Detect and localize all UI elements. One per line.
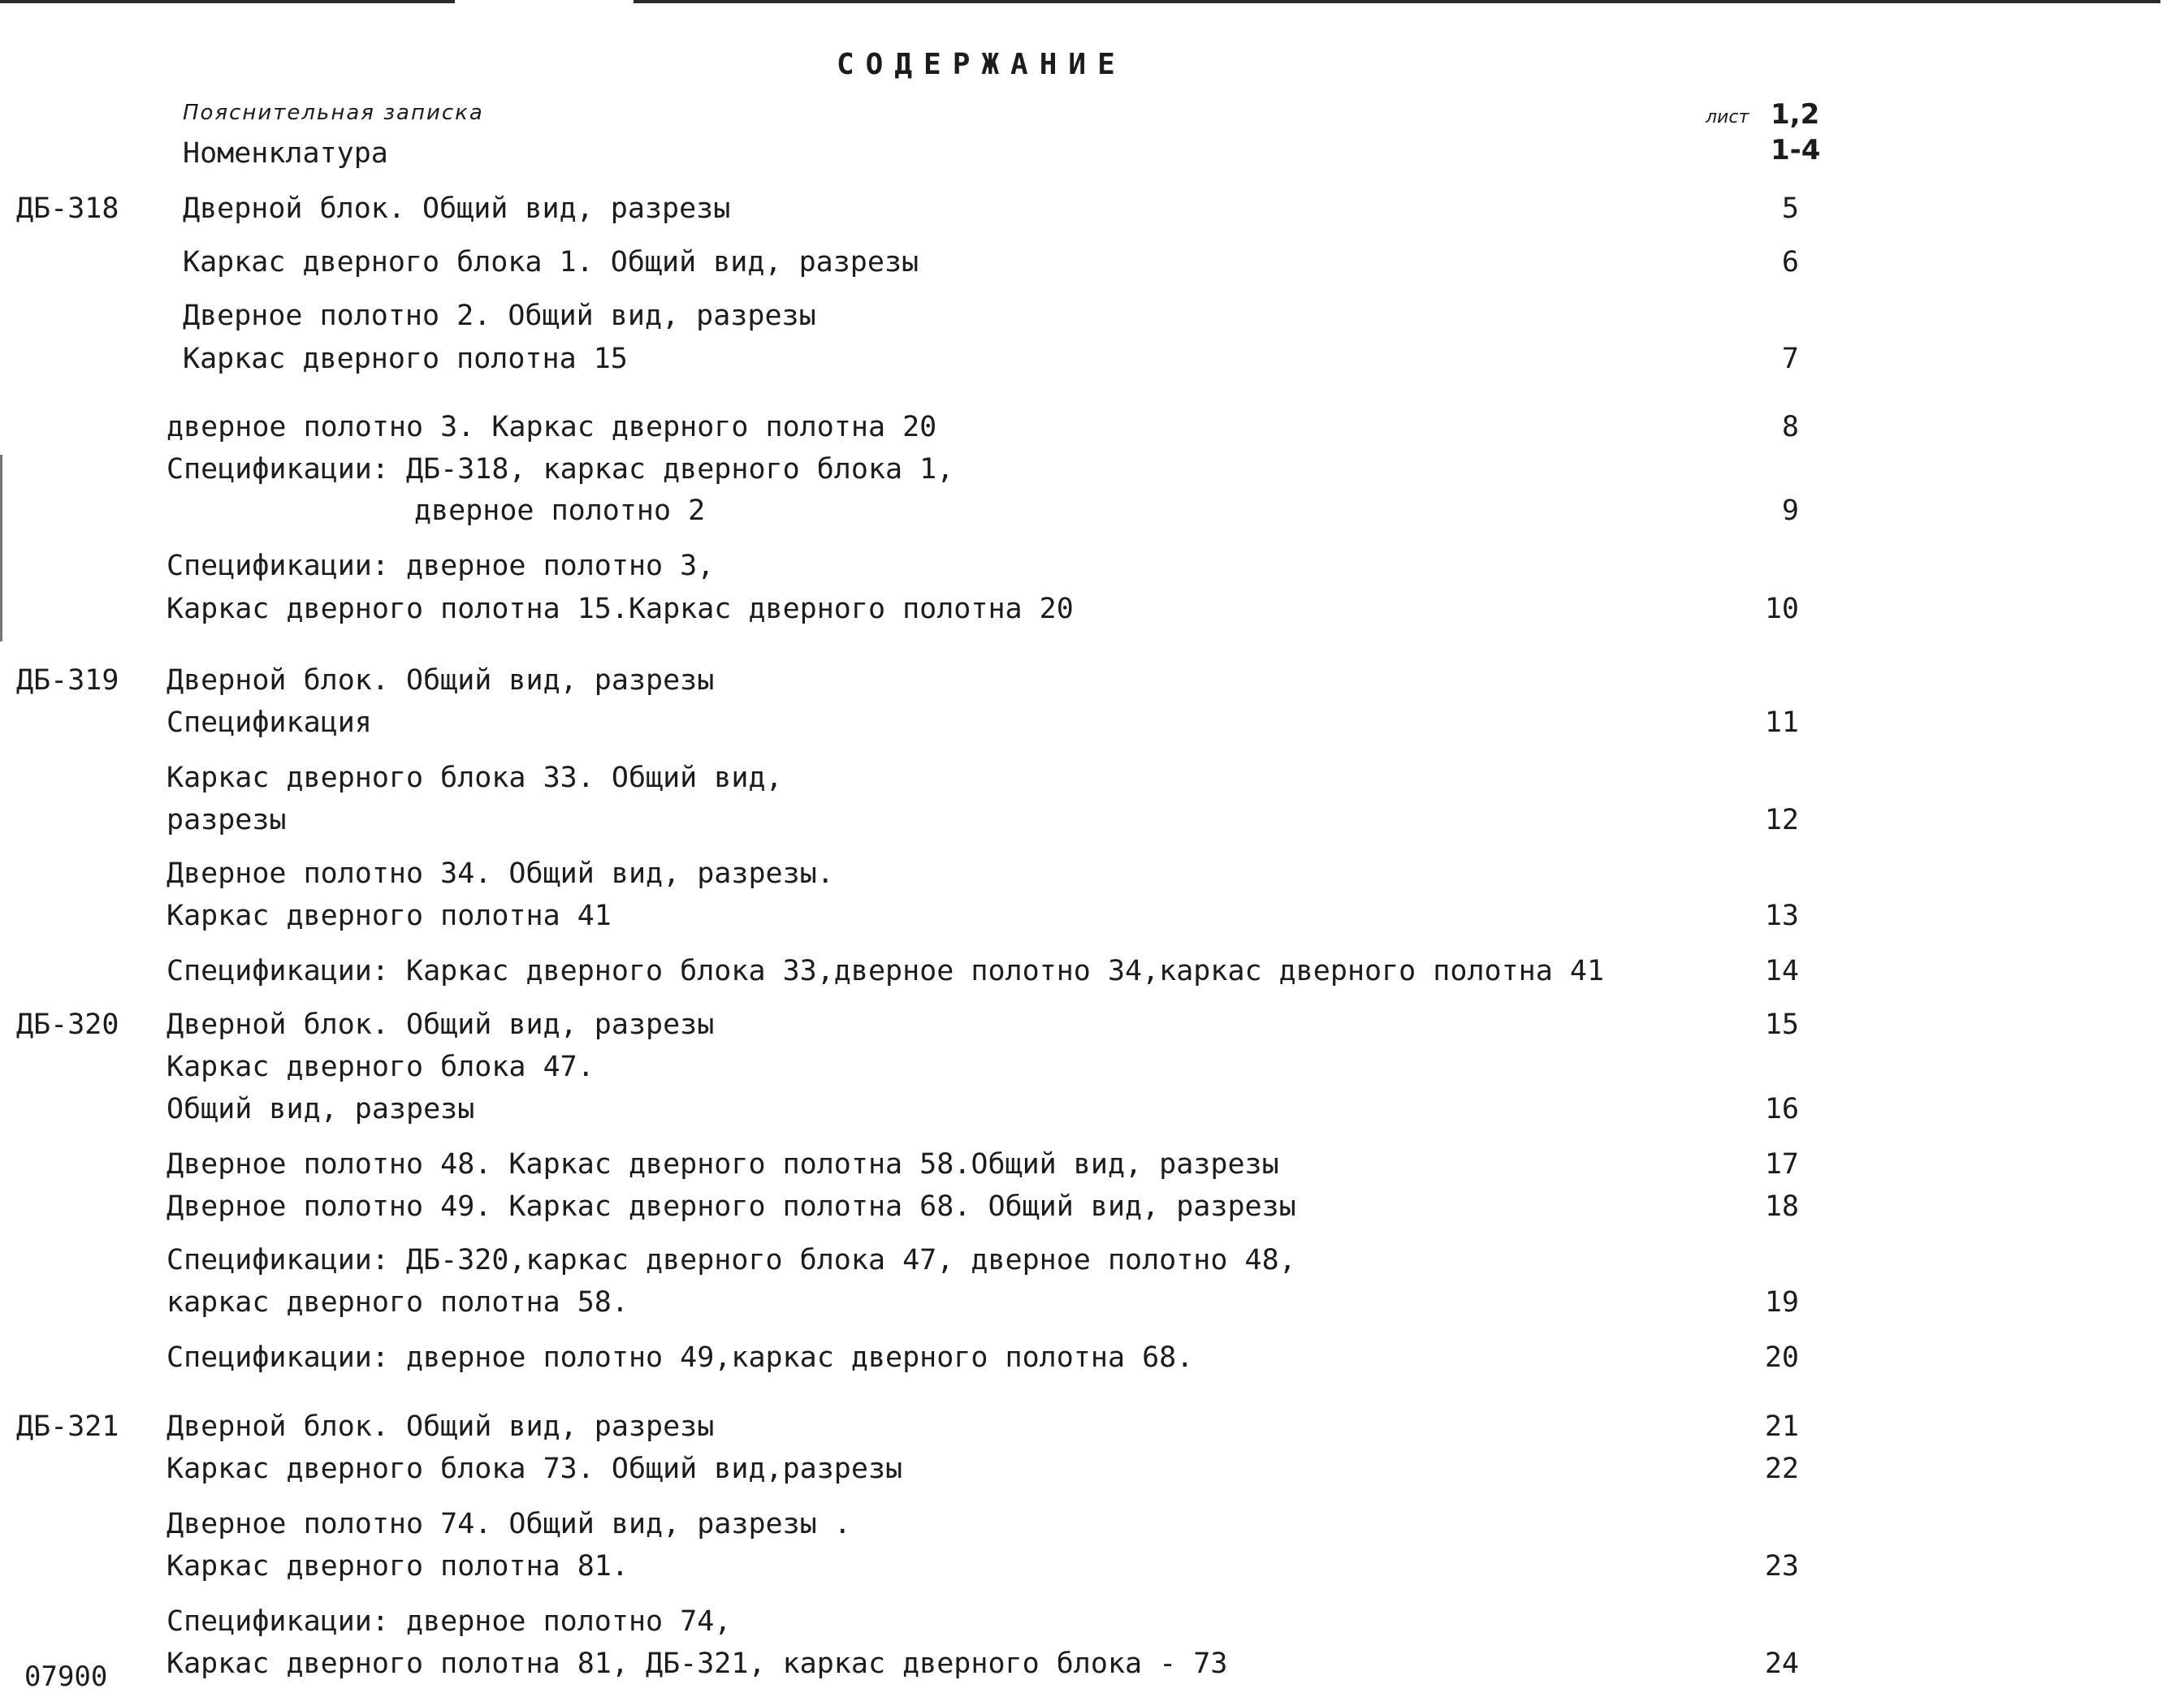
toc-entry-text: Спецификации: дверное полотно 49,каркас дверного полотна 68. — [167, 1341, 1194, 1374]
toc-entry-text: Каркас дверного полотна 15.Каркас дверного полотна 20 — [167, 593, 1074, 625]
toc-page-number: 11 — [1764, 706, 1799, 739]
top-border-left — [0, 0, 455, 3]
toc-entry-text: Каркас дверного блока 1. Общий вид, разрезы — [183, 246, 919, 279]
toc-page-number: 19 — [1764, 1286, 1799, 1319]
toc-entry-text: Каркас дверного полотна 81, ДБ-321, каркас дверного блока - 73 — [167, 1648, 1228, 1680]
toc-entry-text: Спецификации: ДБ-320,каркас дверного блока 47, дверное полотно 48, — [167, 1244, 1296, 1276]
toc-page-number: 24 — [1764, 1648, 1799, 1680]
toc-entry-text: Каркас дверного полотна 15 — [183, 343, 628, 375]
toc-entry-text: Каркас дверного полотна 81. — [167, 1550, 629, 1583]
toc-page-number: 5 — [1781, 192, 1799, 225]
toc-page-number: 22 — [1764, 1453, 1799, 1485]
toc-page-number: 20 — [1764, 1341, 1799, 1374]
section-code: ДБ-320 — [16, 1008, 119, 1041]
toc-entry-text: Каркас дверного блока 73. Общий вид,разрезы — [167, 1453, 903, 1485]
toc-entry-text: дверное полотно 3. Каркас дверного полотна 20 — [167, 411, 937, 443]
toc-page-number: 14 — [1764, 955, 1799, 987]
toc-entry-text: Дверной блок. Общий вид, разрезы — [183, 192, 731, 225]
toc-page-number: 15 — [1764, 1008, 1799, 1041]
toc-entry-text: Спецификация — [167, 706, 372, 739]
toc-entry-text: Каркас дверного блока 33. Общий вид, — [167, 762, 783, 794]
toc-entry-text: Каркас дверного блока 47. — [167, 1051, 595, 1083]
toc-entry-text: Спецификации: Каркас дверного блока 33,дверное полотно 34,каркас дверного полотна 41 — [167, 955, 1605, 987]
sheet-note-bottom: 1-4 — [1771, 134, 1821, 166]
section-code: ДБ-319 — [16, 664, 119, 697]
toc-entry-text: Спецификации: дверное полотно 74, — [167, 1605, 732, 1638]
toc-page-number: 8 — [1781, 411, 1799, 443]
top-border-right — [634, 0, 2160, 3]
toc-entry-text: Дверное полотно 48. Каркас дверного полотна 58.Общий вид, разрезы — [167, 1148, 1279, 1181]
toc-page-number: 10 — [1764, 593, 1799, 625]
toc-page-number: 9 — [1781, 495, 1799, 527]
toc-entry-text: Дверное полотно 34. Общий вид, разрезы. — [167, 857, 834, 890]
toc-page-number: 7 — [1781, 343, 1799, 375]
toc-page-number: 21 — [1764, 1410, 1799, 1443]
toc-entry-text: Дверное полотно 2. Общий вид, разрезы — [183, 300, 816, 332]
toc-page-number: 16 — [1764, 1093, 1799, 1125]
toc-entry-text: Дверное полотно 74. Общий вид, разрезы . — [167, 1508, 851, 1540]
toc-page-number: 17 — [1764, 1148, 1799, 1181]
toc-entry-text: Дверной блок. Общий вид, разрезы — [167, 1008, 715, 1041]
sheet-column-label: лист — [1706, 107, 1749, 127]
toc-entry-text: Каркас дверного полотна 41 — [167, 900, 612, 932]
toc-entry-text: Общий вид, разрезы — [167, 1093, 475, 1125]
toc-page-number: 13 — [1764, 900, 1799, 932]
section-code: ДБ-321 — [16, 1410, 119, 1443]
left-edge-mark — [0, 455, 2, 641]
document-title: СОДЕРЖАНИЕ — [837, 48, 1127, 81]
section-code: ДБ-318 — [16, 192, 119, 225]
toc-page-number: 6 — [1781, 246, 1799, 279]
toc-entry-text: Дверное полотно 49. Каркас дверного полотна 68. Общий вид, разрезы — [167, 1190, 1296, 1223]
toc-entry-text: Спецификации: ДБ-318, каркас дверного блока 1, — [167, 453, 954, 486]
toc-entry-text: Дверной блок. Общий вид, разрезы — [167, 664, 715, 697]
toc-entry-text: разрезы — [167, 804, 287, 836]
toc-entry-text: дверное полотно 2 — [414, 495, 706, 527]
toc-page-number: 18 — [1764, 1190, 1799, 1223]
sheet-note-top: 1,2 — [1771, 98, 1820, 131]
toc-entry-text: каркас дверного полотна 58. — [167, 1286, 629, 1319]
toc-entry-text: Спецификации: дверное полотно 3, — [167, 550, 715, 582]
nomenclature-line: Номенклатура — [183, 137, 388, 170]
toc-page-number: 23 — [1764, 1550, 1799, 1583]
corner-mark: 07900 — [24, 1661, 108, 1693]
explanatory-note-line: Пояснительная записка — [183, 101, 484, 125]
toc-page-number: 12 — [1764, 804, 1799, 836]
toc-entry-text: Дверной блок. Общий вид, разрезы — [167, 1410, 715, 1443]
